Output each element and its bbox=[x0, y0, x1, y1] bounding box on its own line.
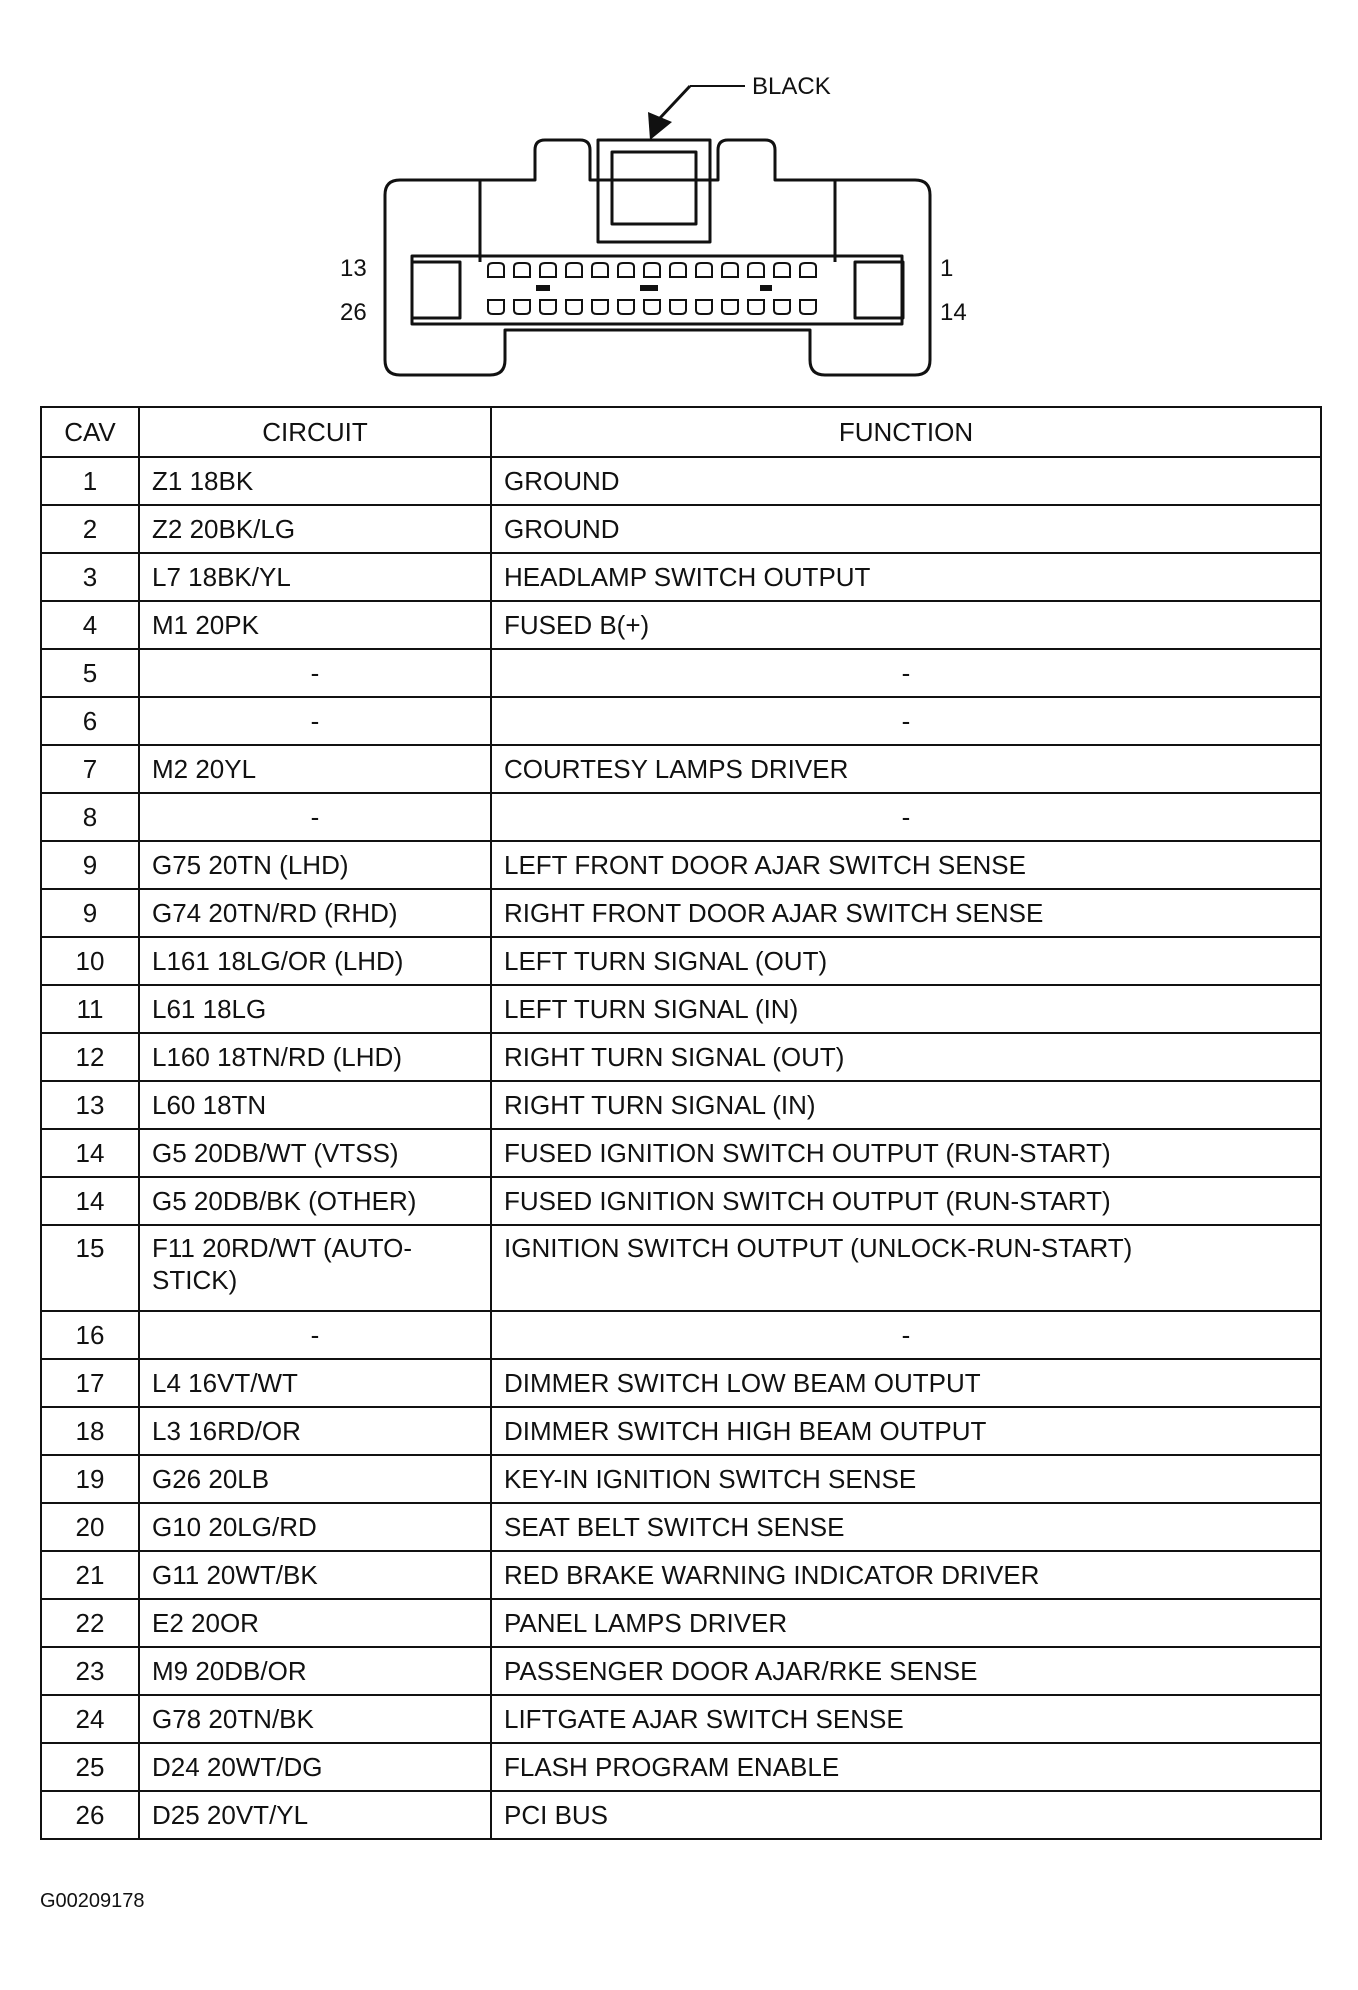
pin-cavity bbox=[566, 263, 582, 277]
cav-cell: 4 bbox=[41, 601, 139, 649]
table-row bbox=[41, 1743, 1321, 1791]
circuit-cell: - bbox=[139, 793, 491, 841]
table-row bbox=[41, 985, 1321, 1033]
pin-cavity bbox=[670, 263, 686, 277]
latch-housing bbox=[598, 140, 710, 242]
table-row bbox=[41, 553, 1321, 601]
cav-cell: 9 bbox=[41, 841, 139, 889]
circuit-cell: L7 18BK/YL bbox=[139, 553, 491, 601]
pin-cavity bbox=[722, 263, 738, 277]
cav-cell: 25 bbox=[41, 1743, 139, 1791]
circuit-cell: D25 20VT/YL bbox=[139, 1791, 491, 1839]
table-row bbox=[41, 1455, 1321, 1503]
circuit-cell: M1 20PK bbox=[139, 601, 491, 649]
circuit-cell: G26 20LB bbox=[139, 1455, 491, 1503]
callout-label: BLACK bbox=[752, 73, 831, 100]
key-mark bbox=[760, 285, 772, 291]
pin-cavity bbox=[488, 263, 504, 277]
table-row bbox=[41, 1033, 1321, 1081]
function-cell: - bbox=[491, 793, 1321, 841]
pin-cavity bbox=[644, 263, 660, 277]
cav-cell: 5 bbox=[41, 649, 139, 697]
table-row bbox=[41, 457, 1321, 505]
pin-cavity bbox=[514, 263, 530, 277]
cav-cell: 24 bbox=[41, 1695, 139, 1743]
cav-cell: 12 bbox=[41, 1033, 139, 1081]
table-row bbox=[41, 793, 1321, 841]
pin-label-top-left: 13 bbox=[340, 255, 367, 282]
cav-cell: 16 bbox=[41, 1311, 139, 1359]
function-cell: COURTESY LAMPS DRIVER bbox=[491, 745, 1321, 793]
table-row bbox=[41, 1311, 1321, 1359]
function-cell: - bbox=[491, 697, 1321, 745]
cav-cell: 26 bbox=[41, 1791, 139, 1839]
cav-cell: 15 bbox=[41, 1225, 139, 1311]
table-row bbox=[41, 1225, 1321, 1311]
left-lock bbox=[412, 262, 460, 318]
pin-row-bottom bbox=[488, 300, 816, 314]
function-cell: GROUND bbox=[491, 505, 1321, 553]
latch-inner bbox=[612, 152, 696, 224]
circuit-cell: G74 20TN/RD (RHD) bbox=[139, 889, 491, 937]
pin-cavity bbox=[774, 263, 790, 277]
header-circuit: CIRCUIT bbox=[139, 407, 491, 457]
pin-cavity bbox=[670, 300, 686, 314]
circuit-cell: M9 20DB/OR bbox=[139, 1647, 491, 1695]
function-cell: - bbox=[491, 649, 1321, 697]
function-cell: LEFT TURN SIGNAL (IN) bbox=[491, 985, 1321, 1033]
table-row bbox=[41, 1551, 1321, 1599]
circuit-cell: L4 16VT/WT bbox=[139, 1359, 491, 1407]
table-row bbox=[41, 889, 1321, 937]
table-row bbox=[41, 601, 1321, 649]
table-row bbox=[41, 745, 1321, 793]
circuit-cell: G5 20DB/WT (VTSS) bbox=[139, 1129, 491, 1177]
pin-cavity bbox=[800, 263, 816, 277]
function-cell: - bbox=[491, 1311, 1321, 1359]
circuit-cell: L161 18LG/OR (LHD) bbox=[139, 937, 491, 985]
cav-cell: 2 bbox=[41, 505, 139, 553]
table-row bbox=[41, 1407, 1321, 1455]
pin-cavity bbox=[774, 300, 790, 314]
header-function: FUNCTION bbox=[491, 407, 1321, 457]
cav-cell: 3 bbox=[41, 553, 139, 601]
function-cell: GROUND bbox=[491, 457, 1321, 505]
function-cell: RIGHT TURN SIGNAL (OUT) bbox=[491, 1033, 1321, 1081]
table-row bbox=[41, 1503, 1321, 1551]
table-row bbox=[41, 841, 1321, 889]
function-cell: PCI BUS bbox=[491, 1791, 1321, 1839]
figure-id: G00209178 bbox=[40, 1890, 145, 1912]
function-cell: PANEL LAMPS DRIVER bbox=[491, 1599, 1321, 1647]
function-cell: FLASH PROGRAM ENABLE bbox=[491, 1743, 1321, 1791]
right-lock bbox=[855, 262, 903, 318]
cav-cell: 14 bbox=[41, 1129, 139, 1177]
circuit-cell: G11 20WT/BK bbox=[139, 1551, 491, 1599]
pin-label-bottom-right: 14 bbox=[940, 299, 967, 326]
cav-cell: 21 bbox=[41, 1551, 139, 1599]
connector-diagram bbox=[0, 0, 1358, 400]
pinout-table bbox=[40, 406, 1322, 1840]
header-cav: CAV bbox=[41, 407, 139, 457]
cav-cell: 17 bbox=[41, 1359, 139, 1407]
function-cell: LIFTGATE AJAR SWITCH SENSE bbox=[491, 1695, 1321, 1743]
function-cell: FUSED B(+) bbox=[491, 601, 1321, 649]
table-row bbox=[41, 1129, 1321, 1177]
pin-row-top bbox=[488, 263, 816, 277]
function-cell: RED BRAKE WARNING INDICATOR DRIVER bbox=[491, 1551, 1321, 1599]
circuit-cell: G5 20DB/BK (OTHER) bbox=[139, 1177, 491, 1225]
pin-cavity bbox=[540, 263, 556, 277]
pin-cavity bbox=[566, 300, 582, 314]
table-row bbox=[41, 697, 1321, 745]
key-mark bbox=[536, 285, 550, 291]
circuit-cell: L3 16RD/OR bbox=[139, 1407, 491, 1455]
cav-cell: 23 bbox=[41, 1647, 139, 1695]
cav-cell: 7 bbox=[41, 745, 139, 793]
function-cell: KEY-IN IGNITION SWITCH SENSE bbox=[491, 1455, 1321, 1503]
circuit-cell: - bbox=[139, 649, 491, 697]
circuit-cell: L60 18TN bbox=[139, 1081, 491, 1129]
pin-cavity bbox=[748, 263, 764, 277]
cav-cell: 9 bbox=[41, 889, 139, 937]
table-row bbox=[41, 1081, 1321, 1129]
circuit-cell: G75 20TN (LHD) bbox=[139, 841, 491, 889]
function-cell: SEAT BELT SWITCH SENSE bbox=[491, 1503, 1321, 1551]
circuit-cell: F11 20RD/WT (AUTO-STICK) bbox=[139, 1225, 491, 1311]
function-cell: PASSENGER DOOR AJAR/RKE SENSE bbox=[491, 1647, 1321, 1695]
table-header-row bbox=[41, 407, 1321, 457]
pin-cavity bbox=[800, 300, 816, 314]
cav-cell: 8 bbox=[41, 793, 139, 841]
pin-cavity bbox=[592, 300, 608, 314]
function-cell: LEFT FRONT DOOR AJAR SWITCH SENSE bbox=[491, 841, 1321, 889]
cav-cell: 20 bbox=[41, 1503, 139, 1551]
table-row bbox=[41, 937, 1321, 985]
pin-cavity bbox=[696, 263, 712, 277]
pin-cavity bbox=[618, 300, 634, 314]
circuit-cell: Z2 20BK/LG bbox=[139, 505, 491, 553]
pin-cavity bbox=[644, 300, 660, 314]
pin-cavity bbox=[514, 300, 530, 314]
pin-cavity bbox=[722, 300, 738, 314]
table-row bbox=[41, 1359, 1321, 1407]
black-callout-arrow bbox=[648, 86, 745, 140]
cav-cell: 22 bbox=[41, 1599, 139, 1647]
cav-cell: 10 bbox=[41, 937, 139, 985]
circuit-cell: L160 18TN/RD (LHD) bbox=[139, 1033, 491, 1081]
function-cell: DIMMER SWITCH LOW BEAM OUTPUT bbox=[491, 1359, 1321, 1407]
function-cell: DIMMER SWITCH HIGH BEAM OUTPUT bbox=[491, 1407, 1321, 1455]
pin-label-top-right: 1 bbox=[940, 255, 954, 282]
key-mark bbox=[640, 285, 658, 291]
table-row bbox=[41, 1647, 1321, 1695]
function-cell: RIGHT TURN SIGNAL (IN) bbox=[491, 1081, 1321, 1129]
cav-cell: 19 bbox=[41, 1455, 139, 1503]
pin-cavity bbox=[696, 300, 712, 314]
pin-cavity bbox=[748, 300, 764, 314]
pin-cavity bbox=[618, 263, 634, 277]
circuit-cell: D24 20WT/DG bbox=[139, 1743, 491, 1791]
circuit-cell: - bbox=[139, 1311, 491, 1359]
circuit-cell: M2 20YL bbox=[139, 745, 491, 793]
cav-cell: 13 bbox=[41, 1081, 139, 1129]
table-row bbox=[41, 649, 1321, 697]
pin-cavity bbox=[540, 300, 556, 314]
pin-cavity bbox=[488, 300, 504, 314]
function-cell: RIGHT FRONT DOOR AJAR SWITCH SENSE bbox=[491, 889, 1321, 937]
cav-cell: 6 bbox=[41, 697, 139, 745]
table-row bbox=[41, 1177, 1321, 1225]
cav-cell: 18 bbox=[41, 1407, 139, 1455]
pin-cavity bbox=[592, 263, 608, 277]
table-row bbox=[41, 1599, 1321, 1647]
table-row bbox=[41, 1695, 1321, 1743]
cav-cell: 1 bbox=[41, 457, 139, 505]
circuit-cell: E2 20OR bbox=[139, 1599, 491, 1647]
function-cell: FUSED IGNITION SWITCH OUTPUT (RUN-START) bbox=[491, 1177, 1321, 1225]
function-cell: IGNITION SWITCH OUTPUT (UNLOCK-RUN-START) bbox=[491, 1225, 1321, 1311]
function-cell: HEADLAMP SWITCH OUTPUT bbox=[491, 553, 1321, 601]
circuit-cell: - bbox=[139, 697, 491, 745]
pin-label-bottom-left: 26 bbox=[340, 299, 367, 326]
table-row bbox=[41, 505, 1321, 553]
circuit-cell: G78 20TN/BK bbox=[139, 1695, 491, 1743]
function-cell: FUSED IGNITION SWITCH OUTPUT (RUN-START) bbox=[491, 1129, 1321, 1177]
circuit-cell: Z1 18BK bbox=[139, 457, 491, 505]
circuit-cell: G10 20LG/RD bbox=[139, 1503, 491, 1551]
function-cell: LEFT TURN SIGNAL (OUT) bbox=[491, 937, 1321, 985]
table-row bbox=[41, 1791, 1321, 1839]
cav-cell: 14 bbox=[41, 1177, 139, 1225]
circuit-cell: L61 18LG bbox=[139, 985, 491, 1033]
cav-cell: 11 bbox=[41, 985, 139, 1033]
